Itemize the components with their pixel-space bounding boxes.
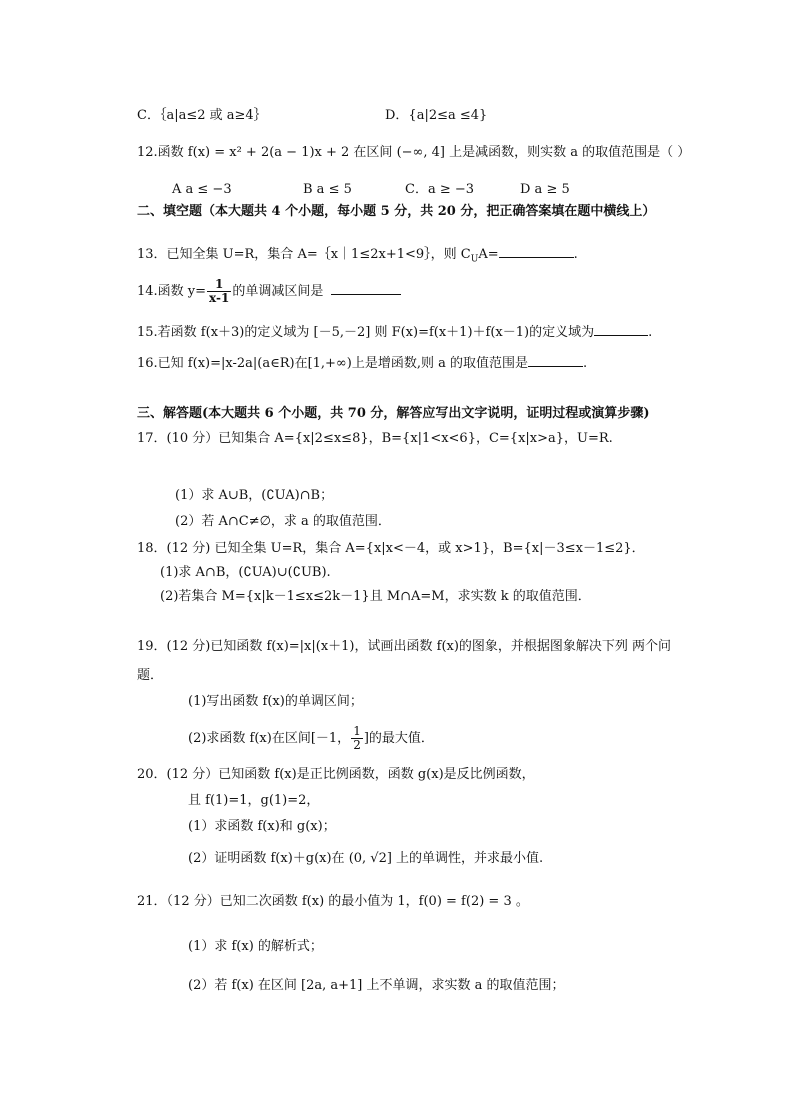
q13-answer-blank[interactable] <box>499 243 574 258</box>
section-2-heading: 二、填空题（本大题共 4 个小题，每小题 5 分，共 20 分，把正确答案填在题中横线上） <box>137 204 656 219</box>
q20-part-2: (2）证明函数 f(x)＋g(x)在 (0, √2] 上的单调性，并求最小值. <box>188 851 544 866</box>
q14 <box>137 278 401 305</box>
q19-part-2-pre: (2)求函数 f(x)在区间[－1， <box>188 731 351 746</box>
q16 <box>137 352 587 373</box>
q16-answer-blank[interactable] <box>528 352 583 367</box>
q12-option-a: A a ≤ −3 <box>172 182 232 197</box>
q20-stem: 20．(12 分）已知函数 f(x)是正比例函数，函数 g(x)是反比例函数， <box>137 767 535 782</box>
q13-end: . <box>573 247 578 262</box>
q20-part-1: (1）求函数 f(x)和 g(x)； <box>188 819 336 834</box>
q13-sub: U <box>470 254 479 265</box>
q14-den: x-1 <box>209 291 230 305</box>
q14-post: 的单调减区间是 <box>232 284 324 299</box>
q15 <box>137 321 652 342</box>
q18-stem: 18．(12 分) 已知全集 U=R，集合 A={x|x<－4，或 x>1}，B={x|－3≤x－1≤2}． <box>137 541 645 556</box>
q21-stem: 21．（12 分）已知二次函数 f(x) 的最小值为 1，f(0) = f(2) = 3 。 <box>137 894 529 909</box>
q18-part-2: (2)若集合 M={x|k－1≤x≤2k－1}且 M∩A=M，求实数 k 的取值范围． <box>160 589 591 604</box>
q17-part-2: (2）若 A∩C≠∅，求 a 的取值范围． <box>175 514 391 529</box>
q11-option-d: D．{a|2≤a ≤4} <box>385 108 488 123</box>
q12-stem: 12.函数 f(x) = x² + 2(a − 1)x + 2 在区间 (−∞, 4] 上是减函数，则实数 a 的取值范围是（ ） <box>137 145 691 160</box>
q15-end: . <box>648 325 653 340</box>
q19-den: 2 <box>353 738 361 752</box>
q13 <box>137 243 578 269</box>
q14-num: 1 <box>207 278 231 292</box>
q12-option-b: B a ≤ 5 <box>303 182 352 197</box>
q14-fraction <box>207 278 231 305</box>
q14-pre: 14.函数 y= <box>137 284 207 299</box>
q16-text: 16.已知 f(x)=|x-2a|(a∈R)在[1,+∞)上是增函数,则 a 的取值范围是 <box>137 356 528 371</box>
q13-tail: A= <box>478 247 499 262</box>
q11-option-c: C．｛a|a≤2 或 a≥4｝ <box>137 108 267 123</box>
q19-stem-cont: 题． <box>137 668 164 683</box>
q16-end: . <box>582 356 588 371</box>
q15-text: 15.若函数 f(x＋3)的定义域为 [－5,－2] 则 F(x)=f(x＋1)＋f(x－1)的定义域为 <box>137 325 595 340</box>
q17-stem: 17．(10 分）已知集合 A={x|2≤x≤8}，B={x|1<x<6}，C={x|x>a}，U=R. <box>137 431 613 446</box>
q14-answer-blank[interactable] <box>331 280 401 295</box>
q19-part-2 <box>188 725 434 752</box>
q20-condition: 且 f(1)=1，g(1)=2， <box>188 793 320 808</box>
q19-part-1: (1)写出函数 f(x)的单调区间； <box>188 694 363 709</box>
q12-option-c: C．a ≥ −3 <box>405 182 475 197</box>
q19-part-2-post: ]的最大值． <box>363 731 434 746</box>
q13-text: 13．已知全集 U=R，集合 A=｛x｜1≤2x+1<9｝，则 C <box>137 247 471 262</box>
q21-part-1: (1）求 f(x) 的解析式； <box>188 939 323 954</box>
q21-part-2: (2）若 f(x) 在区间 [2a, a+1] 上不单调，求实数 a 的取值范围； <box>188 978 565 993</box>
q17-part-1: (1）求 A∪B，(∁UA)∩B； <box>175 488 334 503</box>
section-3-heading: 三、解答题(本大题共 6 个小题，共 70 分，解答应写出文字说明，证明过程或演算步骤) <box>137 406 650 421</box>
q12-option-d: D a ≥ 5 <box>520 182 570 197</box>
q18-part-1: (1)求 A∩B，(∁UA)∪(∁UB). <box>160 565 331 580</box>
q19-num: 1 <box>353 724 361 738</box>
q19-stem: 19．(12 分)已知函数 f(x)=|x|(x＋1)，试画出函数 f(x)的图象，并根据图象解决下列 两个问 <box>137 639 672 654</box>
q19-fraction <box>351 725 363 752</box>
q15-answer-blank[interactable] <box>594 321 648 336</box>
